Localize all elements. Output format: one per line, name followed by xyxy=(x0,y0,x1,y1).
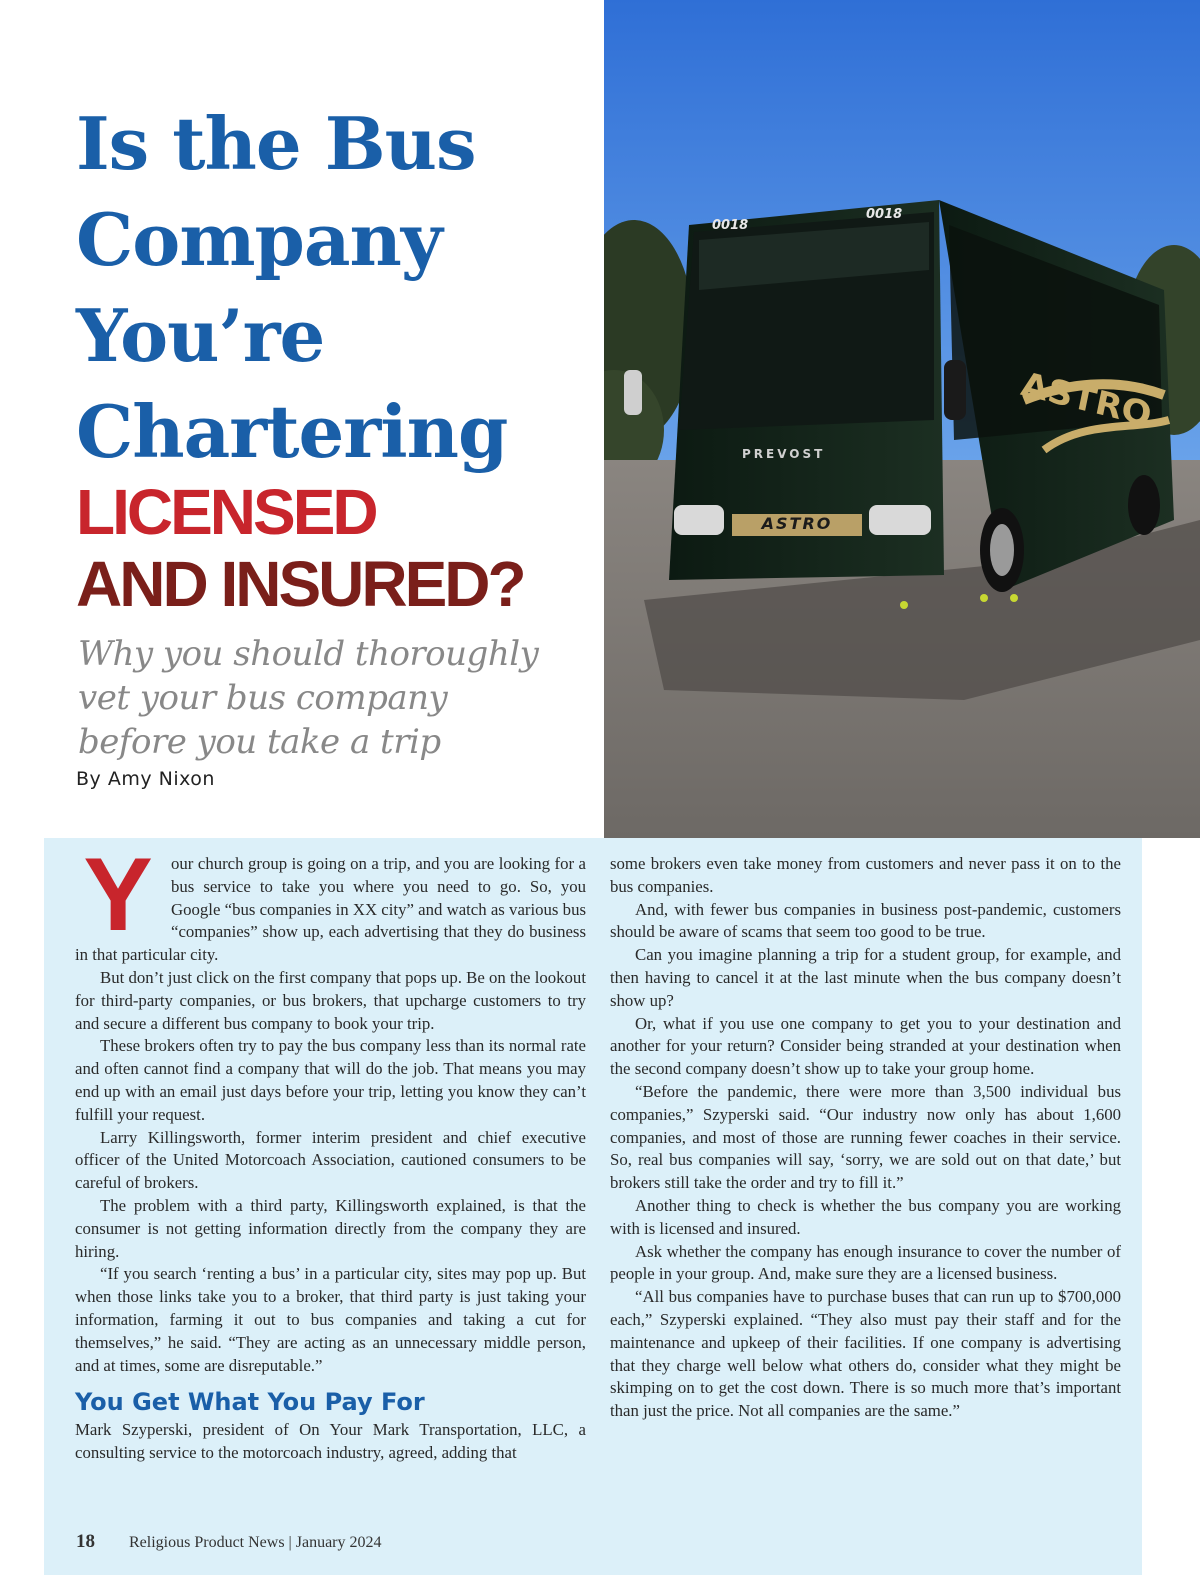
headline-line-2: Company xyxy=(76,197,442,282)
headline-line-1: Is the Bus xyxy=(76,101,476,186)
bus-side-brand: ASTRO xyxy=(1022,363,1152,437)
page-footer xyxy=(76,1531,382,1553)
headline-and-insured: AND INSURED? xyxy=(76,548,524,620)
bus-brand-badge: ASTRO xyxy=(761,514,833,533)
deck-line-3: before you take a trip xyxy=(78,722,441,762)
article-paragraph: And, with fewer bus companies in business post-pandemic, customers should be aware of scams that seem too good to be true. xyxy=(610,899,1121,942)
headline xyxy=(76,96,596,480)
deck-line-1: Why you should thoroughly xyxy=(78,634,539,674)
article-paragraph: Ask whether the company has enough insurance to cover the number of people in your group. And, make sure they are a licensed business. xyxy=(610,1241,1121,1284)
article-paragraph: These brokers often try to pay the bus company less than its normal rate and often cannot find a company that will do the job. That means you may end up with an email just days before your trip, letting you know they can’t fulfill your request. xyxy=(75,1036,586,1124)
article-paragraph: some brokers even take money from customers and never pass it on to the bus companies. xyxy=(610,854,1121,896)
deck-line-2: vet your bus company xyxy=(78,678,448,718)
bus-number-left: 0018 xyxy=(712,218,749,233)
bus-make-label: PREVOST xyxy=(742,447,826,461)
page-number: 18 xyxy=(76,1531,95,1552)
headline-licensed: LICENSED xyxy=(76,476,376,548)
article-paragraph: “All bus companies have to purchase buses that can run up to $700,000 each,” Szyperski explained. “They also must pay their staff and for the maintenance and upkeep of their facilities. If one company is advertising that they charge well below what others do, consider what they might be skimping on to get the cost down. There is so much more that’s important than just the price. Not all companies are the same.” xyxy=(610,1287,1121,1421)
section-heading: You Get What You Pay For xyxy=(75,1388,425,1417)
article-column-left xyxy=(75,837,586,1465)
article-paragraph: But don’t just click on the first company that pops up. Be on the lookout for third-party companies, or bus brokers, that upcharge customers to try and secure a different bus company to book your trip. xyxy=(75,967,586,1033)
article-paragraph: Larry Killingsworth, former interim president and chief executive officer of the United Motorcoach Association, cautioned consumers to be careful of brokers. xyxy=(75,1127,586,1193)
byline: By Amy Nixon xyxy=(76,768,215,790)
drop-cap: Y xyxy=(83,837,153,953)
headline-line-4: Chartering xyxy=(76,389,508,474)
deck xyxy=(78,632,598,764)
article-column-right xyxy=(610,853,1121,1423)
article-paragraph: “Before the pandemic, there were more than 3,500 individual bus companies,” Szyperski said. “Our industry now only has about 1,600 companies, and most of those are running fewer coaches in their service. So, real bus companies will say, ‘sorry, we are sold out on that date,’ but brokers still take the order and try to fill it.” xyxy=(610,1081,1121,1193)
article-paragraph: Or, what if you use one company to get you to your destination and another for your return? Consider being stranded at your destination when the second company doesn’t show up to take your group home. xyxy=(610,1013,1121,1079)
bus-number-right: 0018 xyxy=(866,207,903,222)
publication-info: Religious Product News | January 2024 xyxy=(129,1534,382,1551)
article-paragraph: The problem with a third party, Killingsworth explained, is that the consumer is not getting information directly from the company they are hiring. xyxy=(75,1195,586,1261)
article-paragraph: “If you search ‘renting a bus’ in a particular city, sites may pop up. But when those links take you to a broker, that third party is just taking your information, farming it out to bus companies and taking a cut for themselves,” he said. “They are acting as an unnecessary middle person, and at times, some are disreputable.” xyxy=(75,1264,586,1375)
headline-line-3: You’re xyxy=(76,293,325,378)
article-paragraph: Mark Szyperski, president of On Your Mark Transportation, LLC, a consulting service to the motorcoach industry, agreed, adding that xyxy=(75,1420,586,1463)
bus-photo xyxy=(604,0,1200,838)
article-paragraph: Another thing to check is whether the bus company you are working with is licensed and insured. xyxy=(610,1195,1121,1238)
article-paragraph: Can you imagine planning a trip for a student group, for example, and then having to cancel it at the last minute when the bus company doesn’t show up? xyxy=(610,945,1121,1010)
article-paragraph: Y our church group is going on a trip, and you are looking for a bus service to take you where you need to go. So, you Google “bus companies in XX city” and watch as various bus “companies” show up, each advertising that they do business in that particular city. xyxy=(75,837,586,965)
